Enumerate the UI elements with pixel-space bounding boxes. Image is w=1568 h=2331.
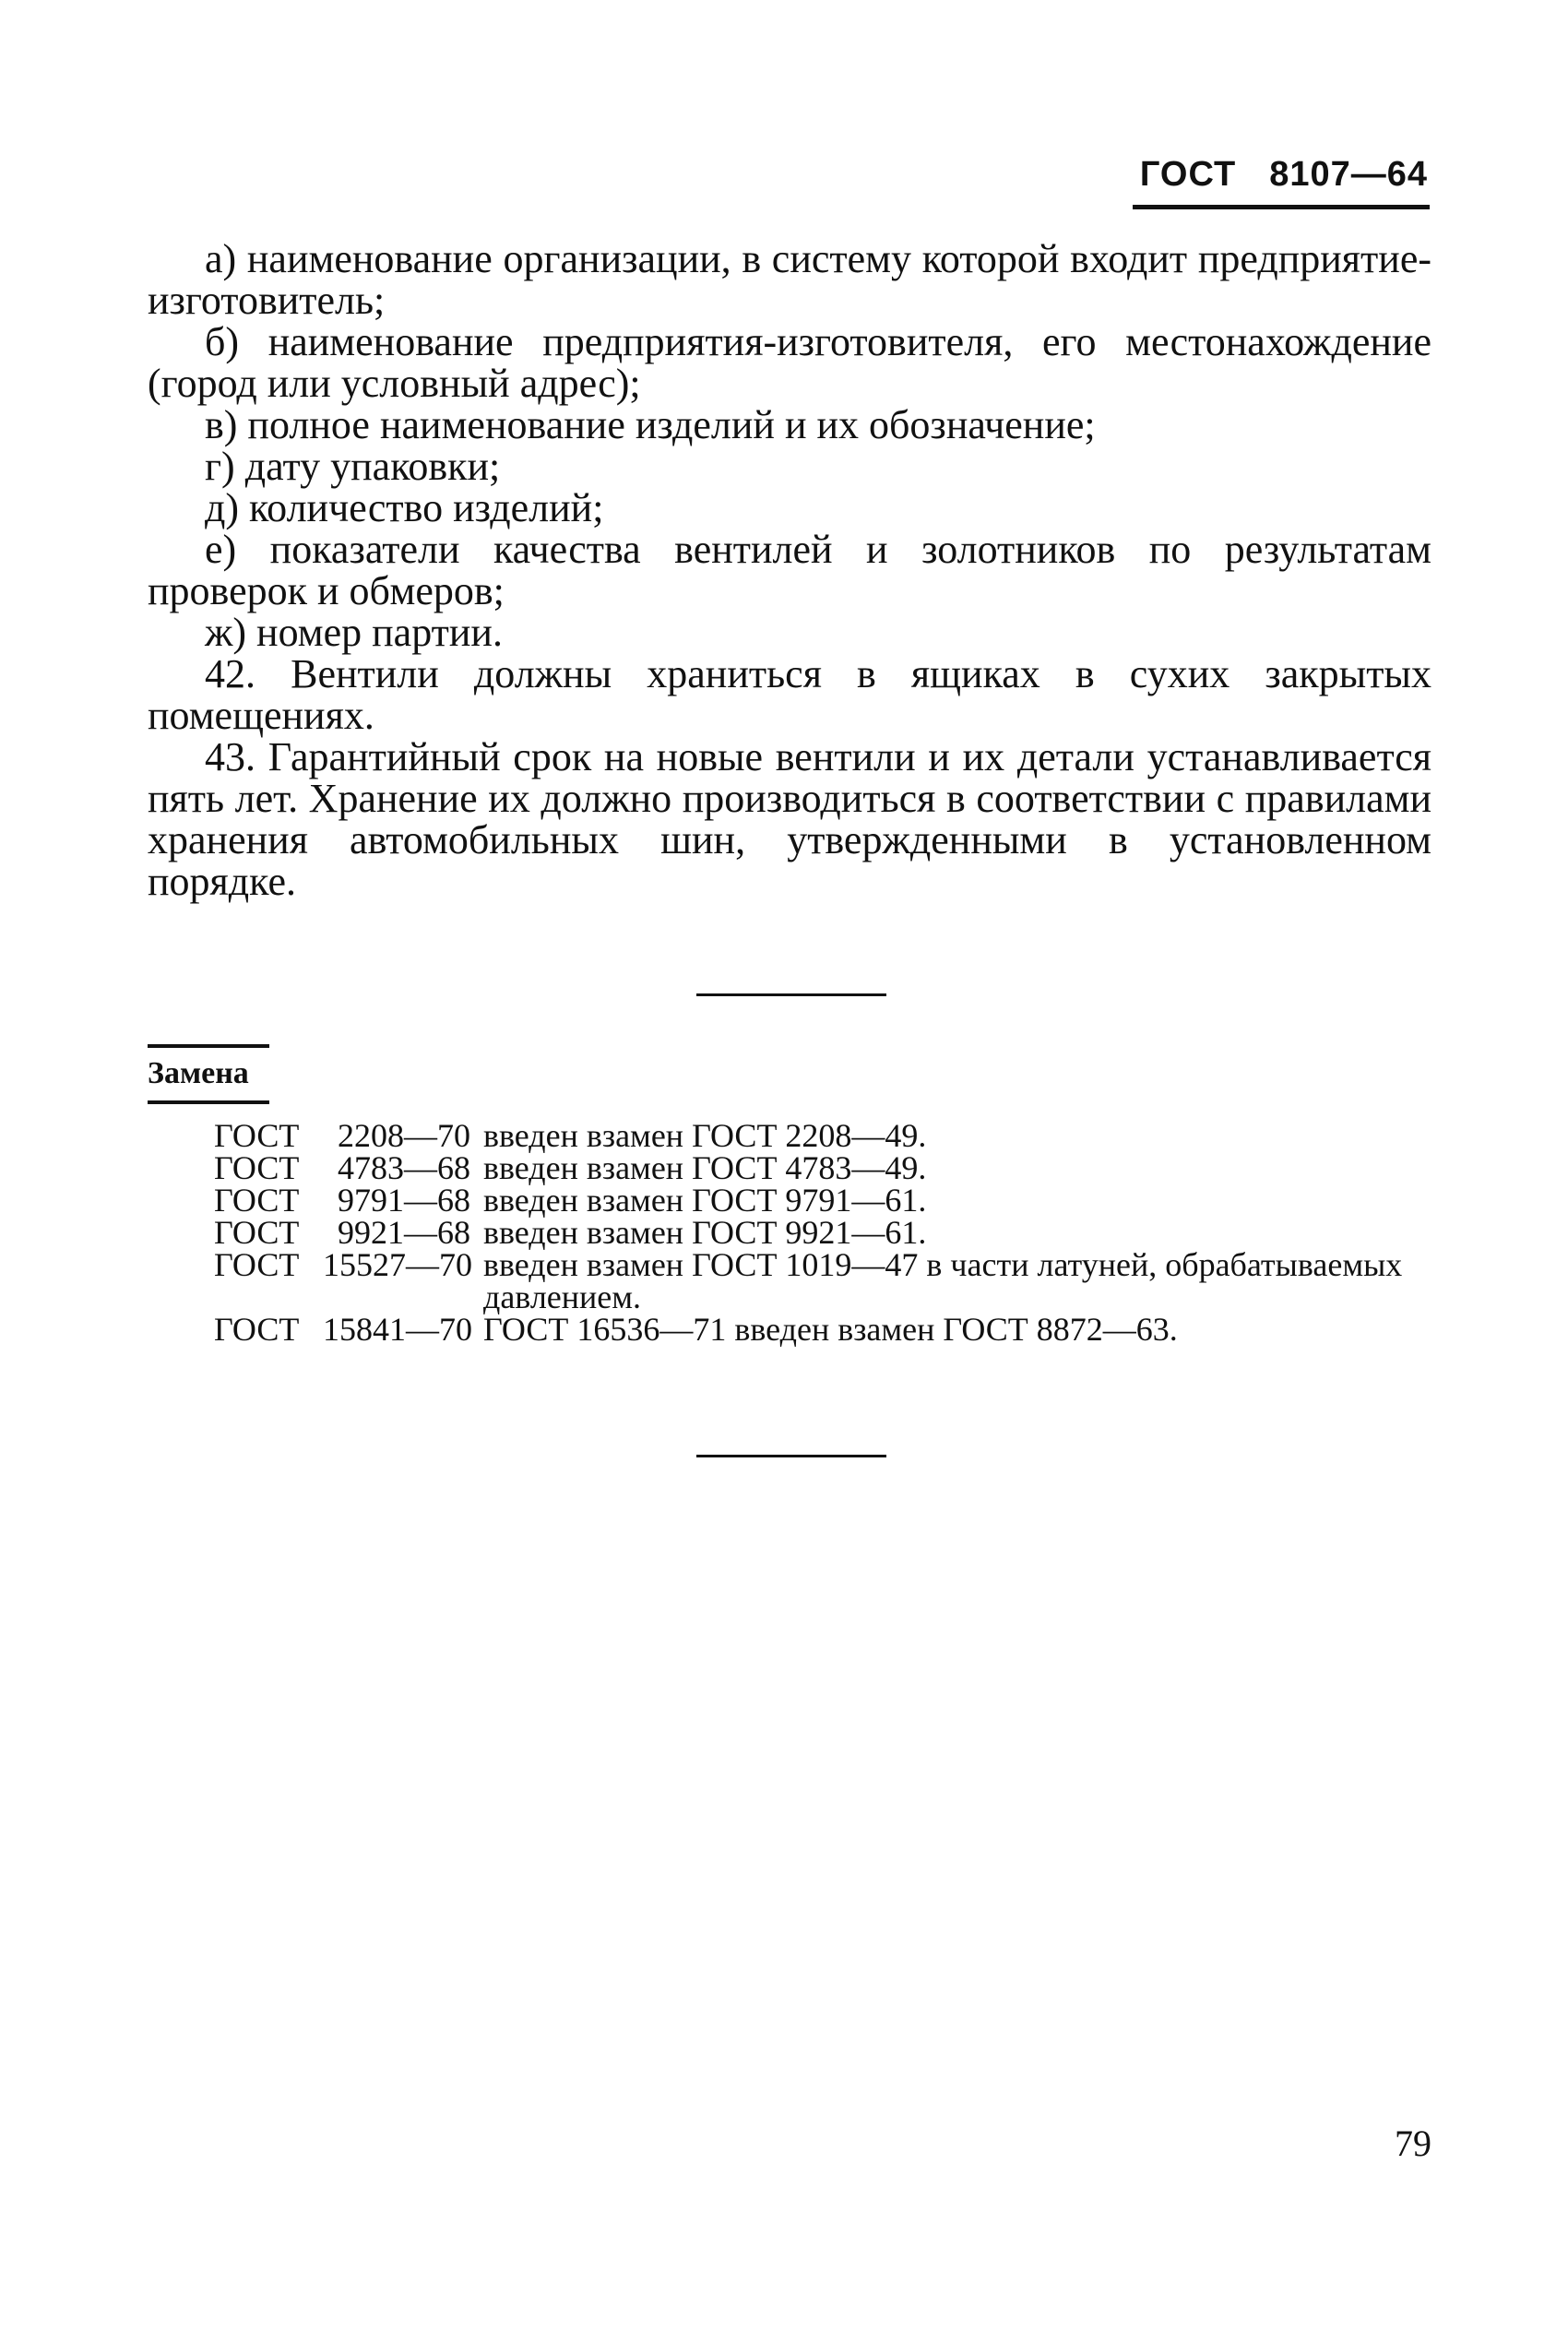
section-divider-bottom (696, 1455, 886, 1457)
section-divider (696, 993, 886, 996)
replacement-code: 9791—68 (338, 1182, 470, 1219)
replacement-gost: ГОСТ (214, 1182, 300, 1219)
header-rule (1133, 205, 1430, 209)
replacement-text: введен взамен ГОСТ 1019—47 в части латуней, обрабатываемых давлением. (483, 1246, 1403, 1315)
header-standard: ГОСТ (1139, 155, 1237, 194)
replacement-row (214, 1184, 1431, 1217)
paragraph-item-zh: ж) номер партии. (205, 610, 503, 655)
replacement-gost: ГОСТ (214, 1311, 300, 1348)
paragraph-43: 43. Гарантийный срок на новые вентили и их детали устанавливается пять лет. Хранение их должно производиться в соответствии с правилами хранения автомобильных шин, утвержденными в установленном порядке. (148, 734, 1431, 904)
replacement-code: 4783—68 (338, 1149, 470, 1186)
replacement-gost: ГОСТ (214, 1149, 300, 1186)
zamena-title: Замена (148, 1056, 249, 1090)
page-number: 79 (1395, 2123, 1431, 2164)
zamena-rule-top (148, 1044, 269, 1048)
header-number: 8107—64 (1269, 155, 1428, 194)
paragraph-item-e: е) показатели качества вентилей и золотников по результатам проверок и обмеров; (148, 527, 1431, 613)
paragraph-item-b: б) наименование предприятия-изготовителя, его местонахождение (город или условный адрес); (148, 319, 1431, 406)
replacement-text: введен взамен ГОСТ 9791—61. (483, 1182, 927, 1219)
replacement-row (214, 1117, 1431, 1154)
replacement-text: введен взамен ГОСТ 4783—49. (483, 1149, 927, 1186)
page-header (1140, 155, 1428, 195)
replacement-row (214, 1214, 1431, 1251)
paragraph-item-g: г) дату упаковки; (205, 444, 501, 489)
paragraph-item-v: в) полное наименование изделий и их обозначение; (205, 402, 1096, 447)
replacement-text: введен взамен ГОСТ 9921—61. (483, 1214, 927, 1251)
replacement-code: 15841—70 (323, 1311, 472, 1348)
paragraph-item-a: а) наименование организации, в систему которой входит предприятие-изготовитель; (148, 236, 1431, 323)
replacement-row (214, 1311, 1431, 1348)
replacement-text: ГОСТ 16536—71 введен взамен ГОСТ 8872—63. (483, 1311, 1178, 1348)
replacement-row (214, 1149, 1431, 1186)
replacement-code: 15527—70 (323, 1246, 472, 1283)
main-text (148, 238, 1431, 902)
replacement-code: 9921—68 (338, 1214, 470, 1251)
paragraph-42: 42. Вентили должны храниться в ящиках в сухих закрытых помещениях. (148, 651, 1431, 738)
zamena-rule-bottom (148, 1100, 269, 1104)
replacement-gost: ГОСТ (214, 1214, 300, 1251)
replacement-code: 2208—70 (338, 1117, 470, 1154)
replacement-gost: ГОСТ (214, 1246, 300, 1283)
replacement-list (214, 1117, 1431, 1348)
replacement-row (214, 1246, 1431, 1315)
replacement-gost: ГОСТ (214, 1117, 300, 1154)
paragraph-item-d: д) количество изделий; (205, 485, 604, 530)
replacement-text: введен взамен ГОСТ 2208—49. (483, 1117, 927, 1154)
